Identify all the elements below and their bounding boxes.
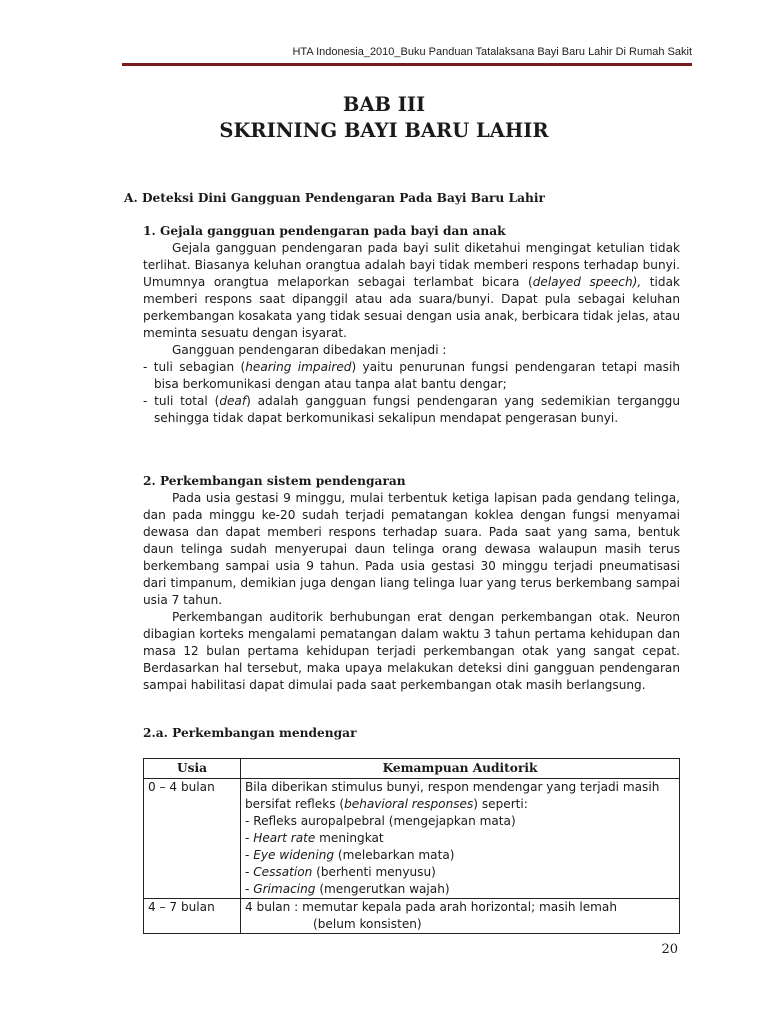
bullet-item: - tuli total (deaf) adalah gangguan fungsi pendengaran yang sedemikian terganggu sehingga tidak dapat berkomunikasi sekalipun mendapat pengerasan bunyi. [143,394,680,425]
column-header-kemampuan: Kemampuan Auditorik [241,759,680,779]
paragraph: Gejala gangguan pendengaran pada bayi sulit diketahui mengingat ketulian tidak terlihat. Biasanya keluhan orangtua adalah bayi tidak memberi respons terhadap bunyi. Umumnya orangtua melaporkan sebagai terlambat bicara (delayed speech), tidak memberi respons saat dipanggil atau ada suara/bunyi. Dapat pula sebagai keluhan perkembangan kosakata yang tidak sesuai dengan usia anak, berbicara tidak jelas, atau meminta sesuatu dengan isyarat. [143,241,680,340]
paragraph: Pada usia gestasi 9 minggu, mulai terbentuk ketiga lapisan pada gendang telinga, dan pada minggu ke-20 sudah terjadi pematangan koklea dengan fungsi menyamai dewasa dan dapat memberi respons terhadap suara. Pada saat yang sama, bentuk daun telinga sudah menyerupai daun telinga orang dewasa walaupun masih terus berkembang sampai usia 9 tahun. Pada usia gestasi 30 minggu terjadi pneumatisasi dari timpanum, demikian juga dengan liang telinga luar yang terus berkembang sampai usia 7 tahun. [143,491,680,607]
subsection-2a-heading: 2.a. Perkembangan mendengar [143,726,357,740]
subsection-2-heading: 2. Perkembangan sistem pendengaran [143,474,406,488]
page-number: 20 [661,942,678,957]
cell-text: Bila diberikan stimulus bunyi, respon mendengar yang terjadi masih bersifat refleks (behavioral responses) seperti: [245,780,660,811]
running-head: HTA Indonesia_2010_Buku Panduan Tatalaksana Bayi Baru Lahir Di Rumah Sakit [292,46,692,58]
cell-text: 4 bulan : memutar kepala pada arah horizontal; masih lemah [245,900,618,914]
cell-kemampuan [241,899,680,934]
header-rule [122,63,692,66]
cell-kemampuan [241,779,680,899]
section-a-heading: A. Deteksi Dini Gangguan Pendengaran Pada Bayi Baru Lahir [124,191,545,205]
bullet-item: - tuli sebagian (hearing impaired) yaitu penurunan fungsi pendengaran tetapi masih bisa berkomunikasi dengan atau tanpa alat bantu dengar; [143,360,681,391]
column-header-usia: Usia [144,759,241,779]
list-item: - Grimacing (mengerutkan wajah) [245,882,450,896]
cell-usia: 0 – 4 bulan [144,779,241,899]
cell-usia: 4 – 7 bulan [144,899,241,934]
cell-text: (belum konsisten) [313,917,422,931]
subsection-2-body [143,490,680,694]
table-row [144,899,680,934]
auditory-development-table [143,758,680,934]
list-item: - Eye widening (melebarkan mata) [245,848,455,862]
chapter-title: SKRINING BAYI BARU LAHIR [219,119,549,142]
table-header-row [144,759,680,779]
chapter-number: BAB III [342,93,426,116]
subsection-1-body [143,240,680,427]
list-item: - Refleks auropalpebral (mengejapkan mata) [245,814,516,828]
subsection-1-heading: 1. Gejala gangguan pendengaran pada bayi dan anak [143,224,506,238]
chapter-heading [0,92,768,144]
list-item: - Cessation (berhenti menyusu) [245,865,436,879]
paragraph: Gangguan pendengaran dibedakan menjadi : [172,343,447,357]
table-row [144,779,680,899]
paragraph: Perkembangan auditorik berhubungan erat dengan perkembangan otak. Neuron dibagian korteks mengalami pematangan dalam waktu 3 tahun pertama kehidupan dan masa 12 bulan pertama kehidupan terjadi perkembangan otak yang sangat cepat. Berdasarkan hal tersebut, maka upaya melakukan deteksi dini gangguan pendengaran sampai habilitasi dapat dimulai pada saat perkembangan otak masih berlangsung. [143,610,680,692]
list-item: - Heart rate meningkat [245,831,384,845]
